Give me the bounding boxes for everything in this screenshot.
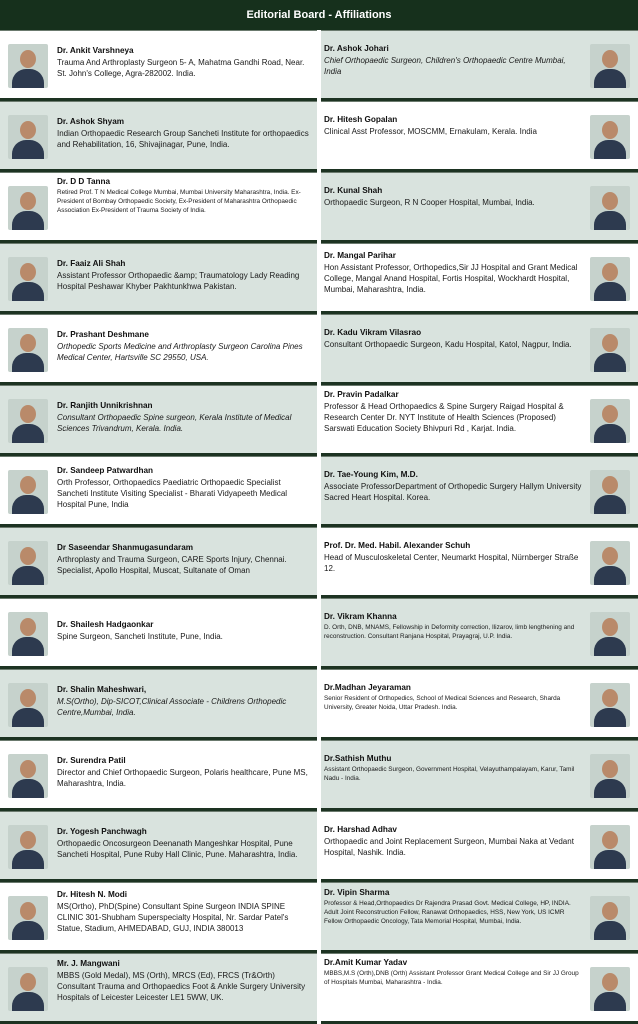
member-photo (590, 328, 630, 372)
board-member-card (0, 243, 317, 314)
page-title: Editorial Board - Affiliations (246, 9, 392, 21)
member-photo (590, 186, 630, 230)
board-member-card (321, 669, 638, 740)
board-member-card (321, 101, 638, 172)
member-name: Dr. Shailesh Hadgaonkar (57, 620, 154, 629)
member-photo (590, 683, 630, 727)
board-member-card (0, 811, 317, 882)
member-name: Dr. Ankit Varshneya (57, 46, 134, 55)
member-name: Dr. Faaiz Ali Shah (57, 259, 126, 268)
member-affiliation: Orthopaedic Surgeon, R N Cooper Hospital, Mumbai, India. (324, 198, 535, 207)
member-name: Dr. Ranjith Unnikrishnan (57, 401, 153, 410)
member-affiliation: Consultant Orthopaedic Spine surgeon, Kerala Institute of Medical Sciences Trivandrum, Kerala. India. (57, 413, 292, 433)
member-photo (590, 541, 630, 585)
member-affiliation: Director and Chief Orthopaedic Surgeon, Polaris healthcare, Pune MS, Maharashtra, India. (57, 768, 308, 788)
member-affiliation: Head of Musculoskeletal Center, Neumarkt Hospital, Nürnberger Straße 12. (324, 553, 579, 573)
member-photo (8, 612, 48, 656)
member-affiliation: M.S(Ortho), Dip-SICOT,Clinical Associate - Childrens Orthopedic Centre,Mumbai, India. (57, 697, 287, 717)
member-name: Dr. Kadu Vikram Vilasrao (324, 328, 422, 337)
member-name: Dr. D D Tanna (57, 177, 111, 186)
member-photo (8, 541, 48, 585)
member-name: Prof. Dr. Med. Habil. Alexander Schuh (324, 541, 471, 550)
member-photo (8, 754, 48, 798)
member-photo (590, 896, 630, 940)
member-photo (590, 44, 630, 88)
page-header (0, 0, 638, 30)
member-affiliation: Hon Assistant Professor, Orthopedics,Sir JJ Hospital and Grant Medical College, Mangal Anand Hospital, Fortis Hospital, Wockhardt Hospital, Mumbai, Maharashtra, India. (324, 263, 578, 294)
board-member-card (321, 314, 638, 385)
member-photo (8, 115, 48, 159)
board-member-card (0, 172, 317, 243)
member-photo (590, 612, 630, 656)
board-member-card (321, 953, 638, 1024)
member-affiliation: Orthopedic Sports Medicine and Arthroplasty Surgeon Carolina Pines Medical Center, Hartsville SC 29550, USA. (57, 342, 303, 362)
board-member-card (321, 30, 638, 101)
member-photo (8, 186, 48, 230)
board-member-card (0, 527, 317, 598)
member-photo (8, 44, 48, 88)
board-member-card (321, 598, 638, 669)
member-photo (590, 399, 630, 443)
member-name: Dr. Harshad Adhav (324, 825, 397, 834)
member-affiliation: Chief Orthopaedic Surgeon, Children's Orthopaedic Centre Mumbai, India (324, 56, 566, 76)
board-member-card (321, 527, 638, 598)
member-name: Dr. Vikram Khanna (324, 612, 397, 621)
member-name: Dr. Hitesh Gopalan (324, 115, 398, 124)
member-affiliation: Orth Professor, Orthopaedics Paediatric Orthopaedic Specialist Sancheti Institute Visiting Specialist - Bharati Vidyapeeth Medical Hospital Pune, India (57, 478, 288, 509)
member-affiliation: Assistant Orthopaedic Surgeon, Government Hospital, Velayuthampalayam, Karur, Tamil Nadu - India. (324, 766, 575, 782)
member-affiliation: D. Orth, DNB, MNAMS, Fellowship in Deformity correction, Ilizarov, limb lengthening and reconstruction. Consultant Ranjana Hospital, Prayagraj, U.P. India. (324, 624, 575, 640)
member-name: Dr. Shalin Maheshwari, (57, 685, 147, 694)
member-affiliation: Orthopaedic Oncosurgeon Deenanath Mangeshkar Hospital, Pune Sancheti Hospital, Pune Ruby Hall Clinic, Pune. Maharashtra, India. (57, 839, 298, 859)
member-photo (590, 825, 630, 869)
member-affiliation: MBBS,M.S (Orth),DNB (Orth) Assistant Professor Grant Medical College and Sir JJ Group of Hospitals Mumbai, Maharashtra - India. (324, 970, 579, 986)
member-name: Dr. Vipin Sharma (324, 888, 390, 897)
member-name: Dr. Ashok Shyam (57, 117, 125, 126)
member-affiliation: Indian Orthopaedic Research Group Sancheti Institute for orthopaedics and Rehabilitation, 16, Shivajinagar, Pune, India. (57, 129, 309, 149)
member-photo (8, 896, 48, 940)
member-affiliation: Clinical Asst Professor, MOSCMM, Ernakulam, Kerala. India (324, 127, 537, 136)
member-affiliation: Professor & Head Orthopaedics & Spine Surgery Raigad Hospital & Research Center Dr. NYT Institute of Health Sciences (Proposed) Sarswati Education Society Bhivpuri Rd , Karjat. India. (324, 402, 564, 433)
board-member-card (0, 740, 317, 811)
member-affiliation: Arthroplasty and Trauma Surgeon, CARE Sports Injury, Chennai. Specialist, Apollo Hospital, Muscat, Sultanate of Oman (57, 555, 287, 575)
member-affiliation: Professor & Head,Orthopaedics Dr Rajendra Prasad Govt. Medical College, HP, INDIA. Adult Joint Reconstruction Fellow, Ranawat Orthopaedics, HSS, New York, US ICMR Fellow Orthopaedic Oncology, Tata Memorial Hospital, Mumbai, India. (324, 900, 571, 925)
member-photo (8, 825, 48, 869)
member-photo (590, 257, 630, 301)
member-affiliation: Senior Resident of Orthopedics, School of Medical Sciences and Research, Sharda University, Greater Noida, Uttar Pradesh. India. (324, 695, 561, 711)
member-affiliation: Associate ProfessorDepartment of Orthopedic Surgery Hallym University Sacred Heart Hospital. Korea. (324, 482, 582, 502)
board-member-card (321, 882, 638, 953)
member-affiliation: Orthopaedic and Joint Replacement Surgeon, Mumbai Naka at Vedant Hospital, Nashik. India. (324, 837, 574, 857)
member-affiliation: Consultant Orthopaedic Surgeon, Kadu Hospital, Katol, Nagpur, India. (324, 340, 572, 349)
board-member-card (0, 456, 317, 527)
member-affiliation: Assistant Professor Orthopaedic &amp; Traumatology Lady Reading Hospital Peshawar Khyber Pakhtunkhwa Pakistan. (57, 271, 300, 291)
member-name: Dr. Surendra Patil (57, 756, 126, 765)
board-member-card (321, 811, 638, 882)
member-name: Dr.Amit Kumar Yadav (324, 958, 408, 967)
member-affiliation: Spine Surgeon, Sancheti Institute, Pune, India. (57, 632, 223, 641)
member-photo (590, 754, 630, 798)
member-name: Dr. Pravin Padalkar (324, 390, 399, 399)
member-photo (8, 470, 48, 514)
member-name: Mr. J. Mangwani (57, 959, 120, 968)
board-member-card (321, 740, 638, 811)
board-member-card (321, 243, 638, 314)
board-member-card (321, 385, 638, 456)
editorial-board-grid (0, 30, 638, 1024)
board-member-card (0, 882, 317, 953)
board-member-card (0, 101, 317, 172)
member-name: Dr. Ashok Johari (324, 44, 389, 53)
board-member-card (0, 314, 317, 385)
member-photo (590, 470, 630, 514)
board-member-card (0, 385, 317, 456)
member-name: Dr. Yogesh Panchwagh (57, 827, 147, 836)
member-photo (590, 115, 630, 159)
board-member-card (321, 172, 638, 243)
member-affiliation: MS(Ortho), PhD(Spine) Consultant Spine Surgeon INDIA SPINE CLINIC 301-Shubham Superspecialty Hospital, Nr. Sardar Patel's Statue, Stadium, AHMEDABAD, GUJ, INDIA 380013 (57, 902, 289, 933)
member-name: Dr Saseendar Shanmugasundaram (57, 543, 194, 552)
board-member-card (0, 953, 317, 1024)
member-photo (8, 257, 48, 301)
member-affiliation: Retired Prof. T N Medical College Mumbai, Mumbai University Maharashtra, India. Ex-President of Bombay Orthopaedic Society, Ex-President of Maharashtra Orthopaedic Association Ex-President of Trauma Society of India. (57, 189, 301, 214)
board-member-card (0, 598, 317, 669)
member-photo (590, 967, 630, 1011)
member-affiliation: Trauma And Arthroplasty Surgeon 5- A, Mahatma Gandhi Road, Near. St. John's College, Agra-282002. India. (57, 58, 305, 78)
member-name: Dr. Tae-Young Kim, M.D. (324, 470, 418, 479)
member-photo (8, 967, 48, 1011)
member-affiliation: MBBS (Gold Medal), MS (Orth), MRCS (Ed), FRCS (Tr&Orth) Consultant Trauma and Orthopaedics Foot & Ankle Surgery University Hospitals of Leicester Leicester LE1 5WW, UK. (57, 971, 306, 1002)
member-name: Dr. Mangal Parihar (324, 251, 396, 260)
member-name: Dr. Hitesh N. Modi (57, 890, 128, 899)
member-name: Dr.Sathish Muthu (324, 754, 392, 763)
member-photo (8, 328, 48, 372)
member-name: Dr.Madhan Jeyaraman (324, 683, 411, 692)
board-member-card (0, 30, 317, 101)
member-photo (8, 683, 48, 727)
member-name: Dr. Prashant Deshmane (57, 330, 149, 339)
member-name: Dr. Sandeep Patwardhan (57, 466, 154, 475)
board-member-card (321, 456, 638, 527)
board-member-card (0, 669, 317, 740)
member-name: Dr. Kunal Shah (324, 186, 383, 195)
member-photo (8, 399, 48, 443)
